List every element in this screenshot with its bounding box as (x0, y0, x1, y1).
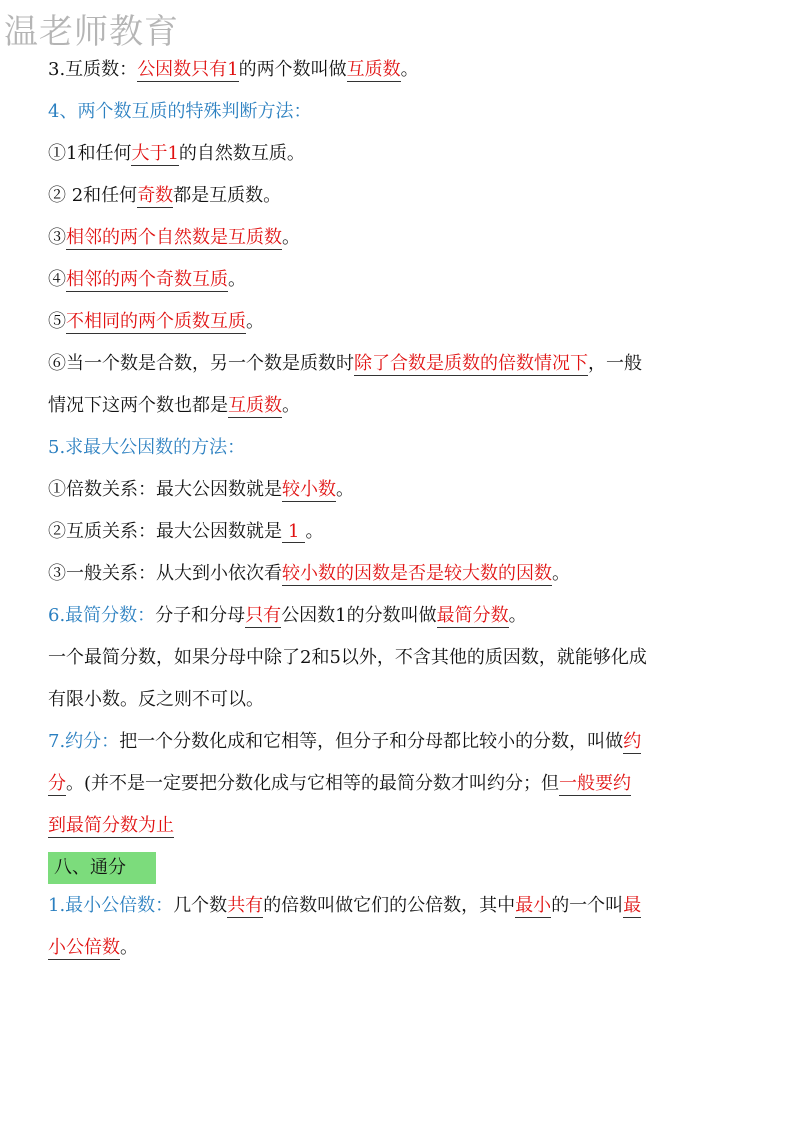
text: ①1和任何 (48, 143, 132, 164)
text: 都是互质数。 (173, 185, 282, 206)
definition-reduction-continuation (48, 772, 758, 796)
text: 。 (120, 937, 138, 958)
answer-blank: 共有 (227, 895, 264, 916)
text: 。 (336, 479, 354, 500)
list-item (48, 142, 758, 166)
text: ，一般 (588, 353, 642, 374)
list-item (48, 226, 758, 250)
list-item (48, 520, 758, 544)
answer-blank: 约 (623, 731, 642, 752)
list-item (48, 562, 758, 586)
answer-blank: 互质数 (346, 59, 401, 80)
text: ①倍数关系：最大公因数就是 (48, 479, 282, 500)
text: ③一般关系：从大到小依次看 (48, 563, 282, 584)
text: 。 (305, 521, 324, 542)
answer-blank: 最小 (515, 895, 552, 916)
answer-blank: 除了合数是质数的倍数情况下 (354, 353, 588, 374)
list-item (48, 310, 758, 334)
definition-coprime (48, 58, 758, 82)
text: 的自然数互质。 (178, 143, 305, 164)
answer-blank: 大于1 (131, 143, 179, 164)
text: ② 2和任何 (48, 185, 138, 206)
list-item (48, 478, 758, 502)
answer-blank: 最 (623, 895, 642, 916)
definition-simplest-fraction (48, 604, 758, 628)
answer-blank: 较小数的因数是否是较大数的因数 (282, 563, 552, 584)
section-heading-5: 5.求最大公因数的方法： (48, 437, 246, 458)
label: 1.最小公倍数： (48, 895, 174, 916)
text: 公因数1的分数叫做 (281, 605, 437, 626)
text: 几个数 (173, 895, 228, 916)
label: 7.约分： (48, 731, 120, 752)
answer-blank: 一般要约 (559, 773, 632, 794)
text: ⑤ (48, 311, 66, 332)
definition-reduction-continuation (48, 814, 758, 838)
label: 3.互质数： (48, 59, 138, 80)
answer-blank: 1 (282, 521, 305, 543)
answer-blank: 相邻的两个奇数互质 (66, 269, 228, 290)
definition-reduction (48, 730, 758, 754)
list-item (48, 268, 758, 292)
list-item (48, 352, 758, 376)
answer-blank: 较小数 (282, 479, 336, 500)
answer-blank: 小公倍数 (48, 937, 120, 958)
text: 分子和分母 (155, 605, 246, 626)
text: ③ (48, 227, 66, 248)
text: 。 (282, 395, 300, 416)
text: 的两个数叫做 (238, 59, 347, 80)
text: 把一个分数化成和它相等，但分子和分母都比较小的分数，叫做 (119, 731, 624, 752)
paragraph: 有限小数。反之则不可以。 (48, 689, 264, 710)
definition-lcm-continuation (48, 936, 758, 960)
answer-blank: 奇数 (137, 185, 174, 206)
text: 情况下这两个数也都是 (48, 395, 228, 416)
text: 的一个叫 (551, 895, 624, 916)
text: ④ (48, 269, 66, 290)
list-item (48, 184, 758, 208)
answer-blank: 分 (48, 773, 66, 794)
text: 。(并不是一定要把分数化成与它相等的最简分数才叫约分；但 (66, 773, 560, 794)
answer-blank: 互质数 (228, 395, 282, 416)
text: ②互质关系：最大公因数就是 (48, 521, 282, 542)
answer-blank: 相邻的两个自然数是互质数 (66, 227, 282, 248)
text: ⑥当一个数是合数，另一个数是质数时 (48, 353, 354, 374)
text: 。 (508, 605, 527, 626)
text: 。 (400, 59, 419, 80)
section-heading-4: 4、两个数互质的特殊判断方法： (48, 101, 312, 122)
answer-blank: 最简分数 (436, 605, 509, 626)
paragraph: 一个最简分数，如果分母中除了2和5以外，不含其他的质因数，就能够化成 (48, 647, 647, 668)
answer-blank: 到最简分数为止 (48, 815, 174, 836)
text: 的倍数叫做它们的公倍数，其中 (263, 895, 516, 916)
answer-blank: 不相同的两个质数互质 (66, 311, 246, 332)
chapter-heading-8: 八、通分 (48, 852, 156, 884)
list-item-continuation (48, 394, 758, 418)
text: 。 (246, 311, 264, 332)
answer-blank: 只有 (245, 605, 282, 626)
text: 。 (552, 563, 570, 584)
watermark: 温老师教育 (4, 12, 179, 52)
answer-blank: 公因数只有1 (137, 59, 239, 80)
definition-lcm (48, 894, 758, 918)
text: 。 (282, 227, 300, 248)
label: 6.最简分数： (48, 605, 156, 626)
text: 。 (228, 269, 246, 290)
